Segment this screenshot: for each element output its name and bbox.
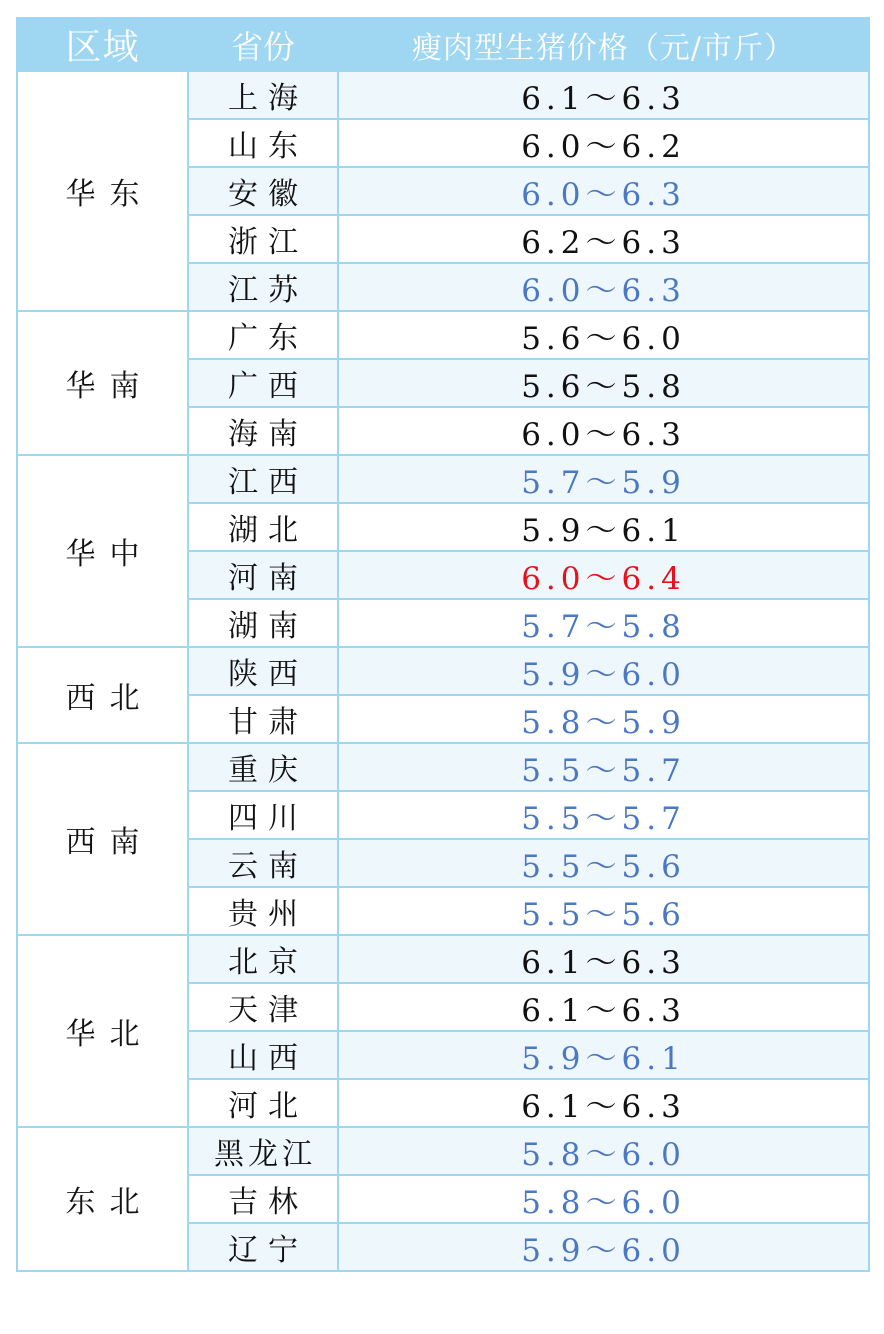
price-cell: 6.2～6.3 — [338, 215, 869, 263]
table-row — [17, 647, 869, 695]
table-row — [17, 455, 869, 503]
price-cell: 5.8～6.0 — [338, 1127, 869, 1175]
region-cell: 华中 — [17, 455, 188, 647]
province-cell: 黑龙江 — [188, 1127, 338, 1175]
price-cell: 6.1～6.3 — [338, 983, 869, 1031]
province-cell: 浙江 — [188, 215, 338, 263]
province-cell: 广东 — [188, 311, 338, 359]
province-cell: 江苏 — [188, 263, 338, 311]
header-province: 省份 — [188, 18, 338, 71]
province-cell: 吉林 — [188, 1175, 338, 1223]
province-cell: 甘肃 — [188, 695, 338, 743]
price-cell: 5.5～5.6 — [338, 839, 869, 887]
province-cell: 辽宁 — [188, 1223, 338, 1271]
province-cell: 陕西 — [188, 647, 338, 695]
province-cell: 安徽 — [188, 167, 338, 215]
province-cell: 四川 — [188, 791, 338, 839]
price-cell: 5.9～6.1 — [338, 503, 869, 551]
price-cell: 5.6～5.8 — [338, 359, 869, 407]
price-cell: 6.1～6.3 — [338, 1079, 869, 1127]
price-cell: 5.9～6.0 — [338, 647, 869, 695]
region-cell: 华东 — [17, 71, 188, 311]
price-cell: 5.5～5.6 — [338, 887, 869, 935]
hog-price-table — [16, 17, 870, 1272]
price-cell: 6.0～6.2 — [338, 119, 869, 167]
table-row — [17, 71, 869, 119]
price-cell: 6.1～6.3 — [338, 71, 869, 119]
province-cell: 重庆 — [188, 743, 338, 791]
region-cell: 华南 — [17, 311, 188, 455]
price-cell: 6.0～6.3 — [338, 263, 869, 311]
table-row — [17, 743, 869, 791]
province-cell: 湖北 — [188, 503, 338, 551]
table-body — [17, 71, 869, 1271]
price-cell: 5.6～6.0 — [338, 311, 869, 359]
province-cell: 河北 — [188, 1079, 338, 1127]
province-cell: 北京 — [188, 935, 338, 983]
price-table-container — [16, 17, 870, 1272]
header-region: 区域 — [17, 18, 188, 71]
price-cell: 5.9～6.1 — [338, 1031, 869, 1079]
price-cell: 5.9～6.0 — [338, 1223, 869, 1271]
price-cell: 5.7～5.9 — [338, 455, 869, 503]
region-cell: 华北 — [17, 935, 188, 1127]
table-row — [17, 311, 869, 359]
province-cell: 贵州 — [188, 887, 338, 935]
region-cell: 西南 — [17, 743, 188, 935]
price-cell: 6.1～6.3 — [338, 935, 869, 983]
price-cell: 6.0～6.3 — [338, 407, 869, 455]
province-cell: 湖南 — [188, 599, 338, 647]
region-cell: 东北 — [17, 1127, 188, 1271]
price-cell: 5.7～5.8 — [338, 599, 869, 647]
table-row — [17, 1127, 869, 1175]
header-price: 瘦肉型生猪价格（元/市斤） — [338, 18, 869, 71]
price-cell: 6.0～6.4 — [338, 551, 869, 599]
price-cell: 5.8～5.9 — [338, 695, 869, 743]
province-cell: 天津 — [188, 983, 338, 1031]
table-header-row — [17, 18, 869, 71]
table-row — [17, 935, 869, 983]
province-cell: 广西 — [188, 359, 338, 407]
province-cell: 上海 — [188, 71, 338, 119]
province-cell: 海南 — [188, 407, 338, 455]
price-cell: 6.0～6.3 — [338, 167, 869, 215]
province-cell: 山东 — [188, 119, 338, 167]
price-cell: 5.5～5.7 — [338, 791, 869, 839]
price-cell: 5.5～5.7 — [338, 743, 869, 791]
price-cell: 5.8～6.0 — [338, 1175, 869, 1223]
province-cell: 山西 — [188, 1031, 338, 1079]
province-cell: 河南 — [188, 551, 338, 599]
province-cell: 云南 — [188, 839, 338, 887]
province-cell: 江西 — [188, 455, 338, 503]
region-cell: 西北 — [17, 647, 188, 743]
